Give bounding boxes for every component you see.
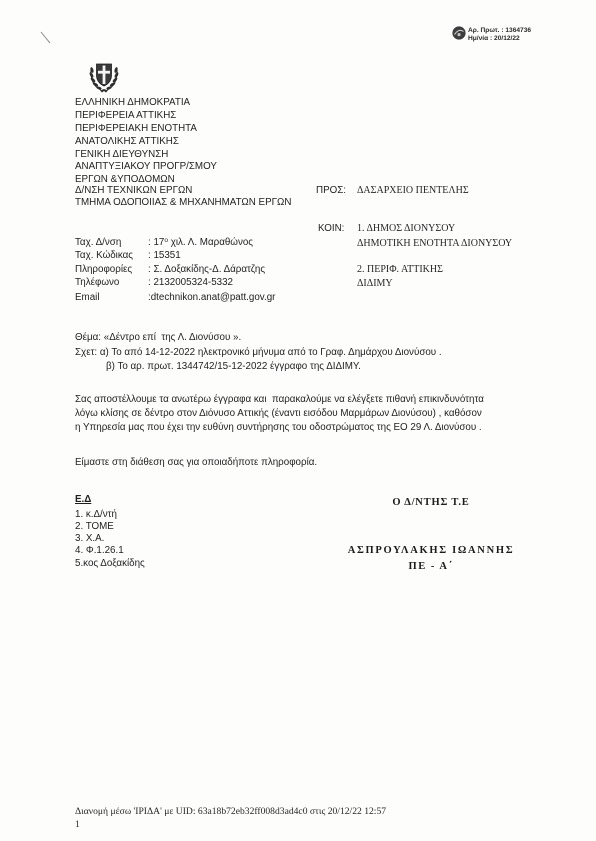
info-label: Πληροφορίες: [75, 264, 133, 275]
closing-line: Είμαστε στη διάθεση σας για οποιαδήποτε πληροφορία.: [75, 457, 318, 468]
sender-line: ΓΕΝΙΚΗ ΔΙΕΥΘΥΝΣΗ: [75, 149, 169, 160]
email-value: :dtechnikon.anat@patt.gov.gr: [148, 292, 276, 303]
address-value: [148, 237, 253, 249]
coat-of-arms-emblem: [86, 57, 122, 94]
distribution-note: Διανομή μέσω 'ΙΡΙΔΑ' με UID: 63a18b72eb32ff008d3ad4c0 στις 20/12/22 12:57: [75, 806, 387, 817]
address-value-suffix: χιλ. Λ. Μαραθώνος: [167, 237, 254, 248]
cc-line: ΔΙΔΙΜΥ: [357, 278, 393, 289]
address-label: Ταχ. Δ/νση: [75, 237, 122, 248]
cc-label: ΚΟΙΝ:: [318, 223, 345, 234]
cc-line: 1. ΔΗΜΟΣ ΔΙΟΝΥΣΟΥ: [357, 223, 456, 234]
protocol-number: Αρ. Πρωτ. : 1364736: [468, 27, 532, 34]
reference-b: β) Το αρ. πρωτ. 1344742/15-12-2022 έγγραφο της ΔΙΔΙΜΥ.: [106, 361, 361, 372]
postal-code-value: : 15351: [148, 250, 181, 261]
distribution-item: 3. Χ.Α.: [75, 533, 105, 544]
sender-line: ΕΡΓΩΝ &ΥΠΟΔΟΜΩΝ: [75, 174, 175, 185]
distribution-item: 4. Φ.1.26.1: [75, 545, 124, 556]
email-label: Email: [75, 292, 100, 303]
recipient-name: ΔΑΣΑΡΧΕΙΟ ΠΕΝΤΕΛΗΣ: [357, 185, 469, 196]
sender-line: Δ/ΝΣΗ ΤΕΧΝΙΚΩΝ ΕΡΓΩΝ: [75, 185, 193, 196]
sender-line: ΕΛΛΗΝΙΚΗ ΔΗΜΟΚΡΑΤΙΑ: [75, 97, 191, 108]
postal-code-label: Ταχ. Κώδικας: [75, 250, 134, 261]
sender-line: ΤΜΗΜΑ ΟΔΟΠΟΙΙΑΣ & ΜΗΧΑΝΗΜΑΤΩΝ ΕΡΓΩΝ: [75, 197, 292, 208]
distribution-item: 5.κος Δοξακίδης: [75, 558, 145, 569]
sender-line: ΠΕΡΙΦΕΡΕΙΑΚΗ ΕΝΟΤΗΤΑ: [75, 123, 197, 134]
page-number: 1: [75, 819, 80, 830]
protocol-date: Ημ/νία : 20/12/22: [468, 35, 520, 42]
cc-line: ΔΗΜΟΤΙΚΗ ΕΝΟΤΗΤΑ ΔΙΟΝΥΣΟΥ: [357, 238, 513, 249]
signatory-grade: ΠΕ - Α΄: [408, 561, 454, 572]
signatory-name: ΑΣΠΡΟΥΛΑΚΗΣ ΙΩΑΝΝΗΣ: [347, 545, 515, 556]
body-line: η Υπηρεσία μας που έχει την ευθύνη συντήρησης του οδοστρώματος της ΕΟ 29 Λ. Διονύσου .: [75, 422, 482, 433]
phone-label: Τηλέφωνο: [75, 277, 120, 288]
info-value: : Σ. Δοξακίδης-Δ. Δάρατζης: [148, 264, 266, 275]
address-value-sup: ο: [164, 237, 168, 244]
distribution-heading: Ε.Δ: [75, 494, 92, 505]
reference-a: Σχετ: α) Το από 14-12-2022 ηλεκτρονικό μήνυμα από το Γραφ. Δημάρχου Διονύσου .: [75, 347, 442, 358]
address-value-prefix: : 17: [148, 237, 165, 248]
subject-line: Θέμα: «Δέντρο επί της Λ. Διονύσου ».: [75, 332, 242, 343]
sender-line: ΠΕΡΙΦΕΡΕΙΑ ΑΤΤΙΚΗΣ: [75, 110, 177, 121]
sender-line: ΑΝΑΠΤΥΞΙΑΚΟΥ ΠΡΟΓΡ/ΣΜΟΥ: [75, 161, 217, 172]
distribution-item: 2. ΤΟΜΕ: [75, 521, 114, 532]
signatory-title: Ο Δ/ΝΤΗΣ Τ.Ε: [392, 497, 470, 508]
phone-value: : 2132005324-5332: [148, 277, 233, 288]
iris-logo-icon: [451, 25, 467, 41]
cc-line: 2. ΠΕΡΙΦ. ΑΤΤΙΚΗΣ: [357, 264, 443, 275]
sender-line: ΑΝΑΤΟΛΙΚΗΣ ΑΤΤΙΚΗΣ: [75, 136, 179, 147]
body-line: Σας αποστέλλουμε τα ανωτέρω έγγραφα και παρακαλούμε να ελέγξετε πιθανή επικινδυνότητα: [75, 394, 484, 405]
distribution-item: 1. κ.Δ/ντή: [75, 509, 117, 520]
recipient-label: ΠΡΟΣ:: [316, 185, 347, 196]
scan-mark: [40, 31, 52, 45]
body-line: λόγω κλίσης σε δέντρο στον Διόνυσο Αττικής (έναντι εισόδου Μαρμάρων Διονύσου) , καθόσον: [75, 408, 482, 419]
